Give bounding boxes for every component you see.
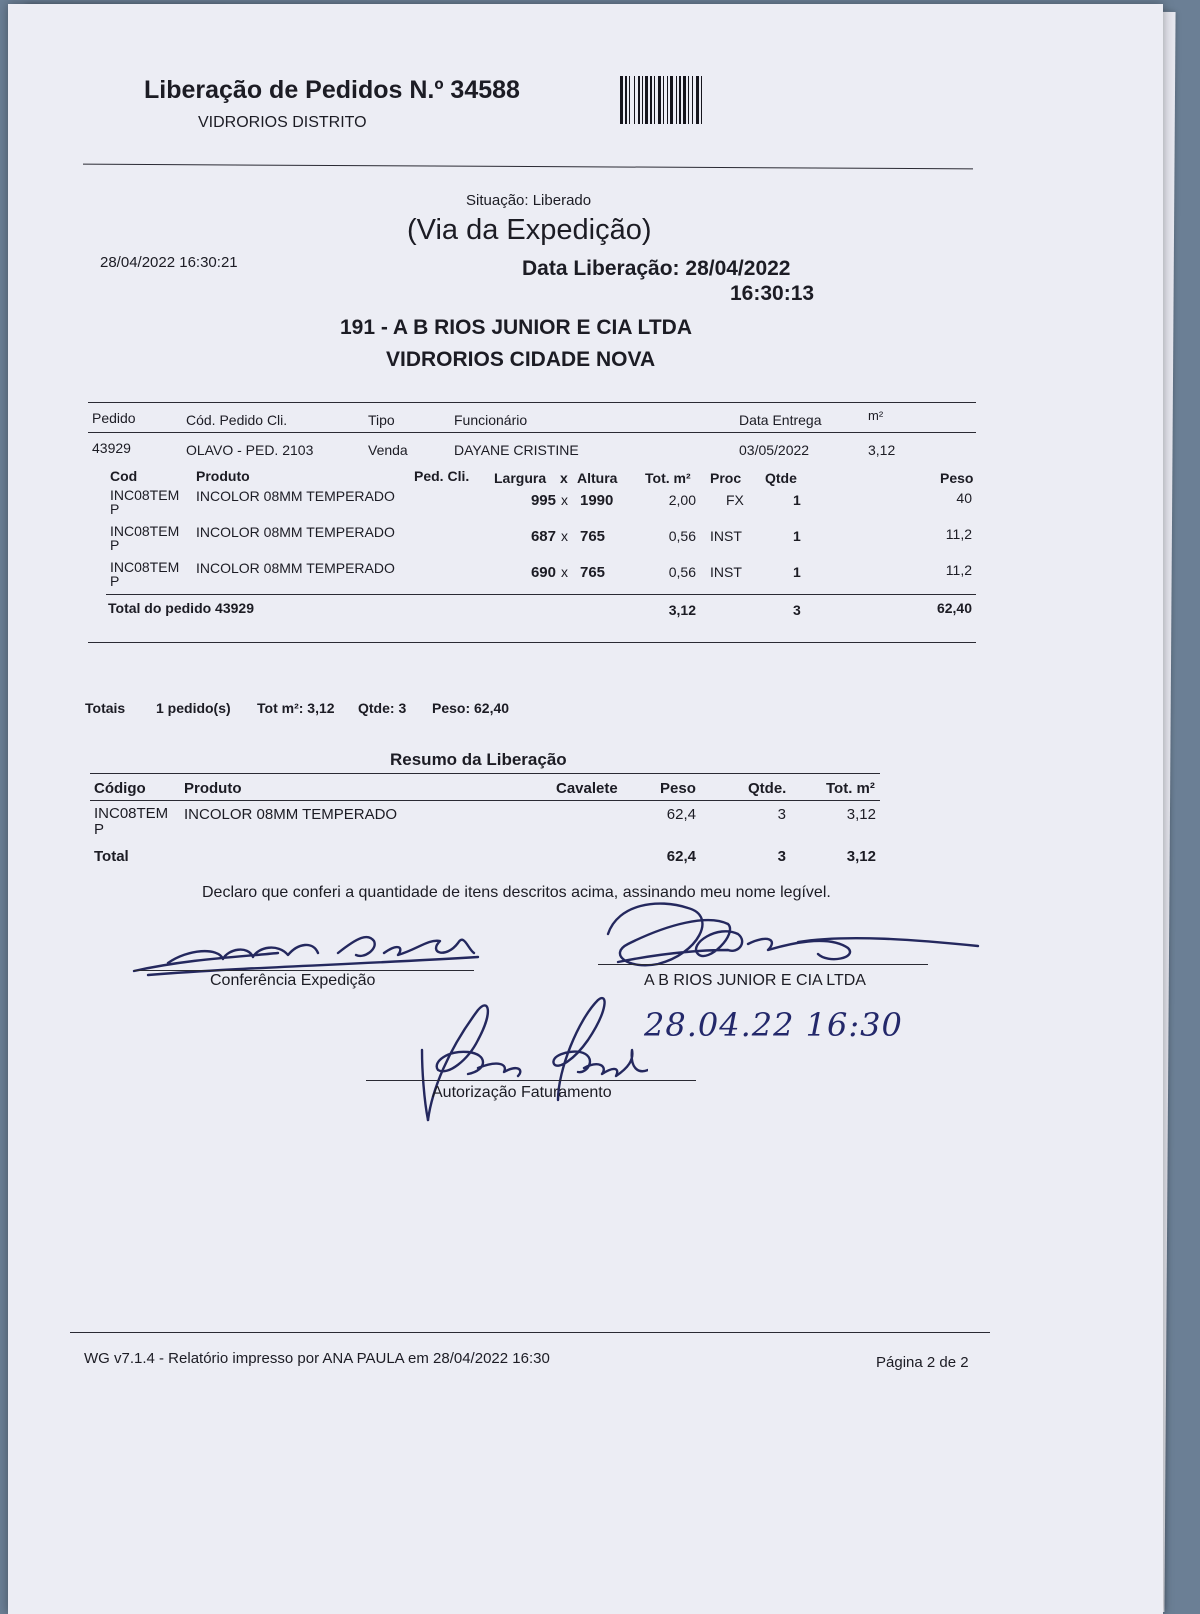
release-date: Data Liberação: 28/04/2022 (522, 257, 791, 280)
label-tipo: Tipo (368, 412, 395, 428)
items-total-line (106, 594, 976, 595)
totals-pedidos: 1 pedido(s) (156, 700, 231, 716)
item-proc: INST (710, 528, 742, 544)
summary-title: Resumo da Liberação (390, 750, 567, 769)
order-total-peso: 62,40 (936, 600, 972, 616)
footer-left-text: WG v7.1.4 - Relatório impresso por ANA PAULA em 28/04/2022 16:30 (84, 1350, 550, 1367)
order-total-qtde: 3 (793, 602, 801, 618)
client-signature-line (598, 964, 928, 965)
client-name: 191 - A B RIOS JUNIOR E CIA LTDA (340, 316, 692, 339)
item-largura: 690 (530, 564, 556, 581)
col-largura: Largura (494, 470, 547, 486)
value-pedido: 43929 (92, 440, 131, 456)
summary-total-tot-m2: 3,12 (846, 848, 876, 865)
col-proc: Proc (710, 470, 742, 486)
value-m2: 3,12 (868, 442, 896, 458)
summary-col-tot-m2: Tot. m² (826, 780, 875, 797)
item-largura: 995 (530, 492, 556, 509)
col-qtde: Qtde (765, 470, 797, 486)
item-peso: 40 (956, 490, 972, 506)
company-name: VIDRORIOS DISTRITO (198, 114, 367, 131)
col-x: x (560, 470, 568, 486)
autorizacao-signature (408, 990, 648, 1130)
item-proc: FX (726, 492, 744, 508)
value-funcionario: DAYANE CRISTINE (454, 442, 579, 458)
value-data-entrega: 03/05/2022 (739, 442, 810, 458)
handwritten-date: 28.04.22 16:30 (644, 1006, 903, 1044)
totals-peso: Peso: 62,40 (432, 700, 510, 716)
item-tot-m2: 0,56 (668, 528, 696, 544)
summary-row-produto: INCOLOR 08MM TEMPERADO (184, 806, 398, 823)
item-qtde: 1 (793, 564, 801, 580)
autorizacao-line (366, 1080, 696, 1081)
release-time: 16:30:13 (730, 282, 815, 305)
label-m2: m² (868, 408, 884, 423)
summary-total-label: Total (94, 848, 129, 865)
item-altura: 1990 (580, 492, 614, 509)
label-funcionario: Funcionário (454, 412, 528, 428)
summary-top-line (90, 773, 880, 774)
label-data-entrega: Data Entrega (739, 412, 822, 428)
print-timestamp: 28/04/2022 16:30:21 (100, 254, 238, 271)
item-altura: 765 (580, 564, 606, 581)
summary-col-qtde: Qtde. (748, 780, 787, 797)
item-produto: INCOLOR 08MM TEMPERADO (196, 524, 395, 540)
item-cod: INC08TEM P (110, 487, 180, 517)
order-total-label: Total do pedido 43929 (108, 600, 254, 616)
item-peso: 11,2 (945, 526, 972, 542)
item-produto: INCOLOR 08MM TEMPERADO (196, 488, 395, 504)
footer-page-number: Página 2 de 2 (876, 1354, 969, 1371)
label-cod-pedido-cli: Cód. Pedido Cli. (186, 412, 288, 428)
summary-header-line (90, 800, 880, 801)
totals-qtde: Qtde: 3 (358, 700, 407, 716)
summary-row-qtde: 3 (777, 806, 786, 823)
autorizacao-label: Autorização Faturamento (432, 1084, 612, 1101)
item-x: x (561, 528, 568, 544)
client-signature (588, 894, 988, 984)
label-pedido: Pedido (92, 410, 136, 426)
summary-col-produto: Produto (184, 780, 242, 797)
item-cod: INC08TEM P (110, 559, 180, 589)
item-produto: INCOLOR 08MM TEMPERADO (196, 560, 395, 576)
order-section-end-line (88, 642, 976, 643)
item-peso: 11,2 (945, 562, 972, 578)
summary-total-peso: 62,4 (666, 848, 696, 865)
summary-col-peso: Peso (660, 780, 696, 797)
client-store: VIDRORIOS CIDADE NOVA (386, 348, 656, 371)
situation-text: Situação: Liberado (466, 192, 592, 209)
item-qtde: 1 (793, 528, 801, 544)
summary-row-tot-m2: 3,12 (846, 806, 876, 823)
order-header-line (88, 432, 976, 433)
col-peso: Peso (940, 470, 974, 486)
conferencia-label: Conferência Expedição (210, 972, 376, 989)
order-table-top-line (88, 402, 976, 403)
item-tot-m2: 0,56 (668, 564, 696, 580)
footer-line (70, 1332, 990, 1333)
col-ped-cli: Ped. Cli. (414, 468, 470, 484)
item-tot-m2: 2,00 (668, 492, 696, 508)
document-page (8, 4, 1163, 1614)
col-altura: Altura (577, 470, 618, 486)
item-qtde: 1 (793, 492, 801, 508)
summary-row-codigo: INC08TEM P (94, 805, 169, 838)
barcode (620, 76, 780, 126)
col-tot-m2: Tot. m² (645, 470, 691, 486)
item-altura: 765 (580, 528, 606, 545)
order-total-m2: 3,12 (668, 602, 696, 618)
summary-total-qtde: 3 (777, 848, 786, 865)
via-title: (Via da Expedição) (407, 214, 652, 246)
item-proc: INST (710, 564, 742, 580)
value-tipo: Venda (368, 442, 408, 458)
item-cod: INC08TEM P (110, 523, 180, 553)
declaration-text: Declaro que conferi a quantidade de itens descritos acima, assinando meu nome legível. (202, 884, 831, 901)
item-x: x (561, 564, 568, 580)
col-cod: Cod (110, 468, 138, 484)
totals-label: Totais (85, 700, 126, 716)
header-divider (83, 164, 973, 170)
col-produto: Produto (196, 468, 250, 484)
client-signature-label: A B RIOS JUNIOR E CIA LTDA (644, 972, 866, 989)
item-largura: 687 (530, 528, 556, 545)
conferencia-line (134, 970, 474, 971)
value-cod-pedido-cli: OLAVO - PED. 2103 (186, 442, 314, 458)
document-title: Liberação de Pedidos N.º 34588 (144, 76, 520, 104)
totals-m2: Tot m²: 3,12 (257, 700, 335, 716)
summary-col-codigo: Código (94, 780, 146, 797)
summary-row-peso: 62,4 (666, 806, 696, 823)
item-x: x (561, 492, 568, 508)
summary-col-cavalete: Cavalete (556, 780, 618, 797)
